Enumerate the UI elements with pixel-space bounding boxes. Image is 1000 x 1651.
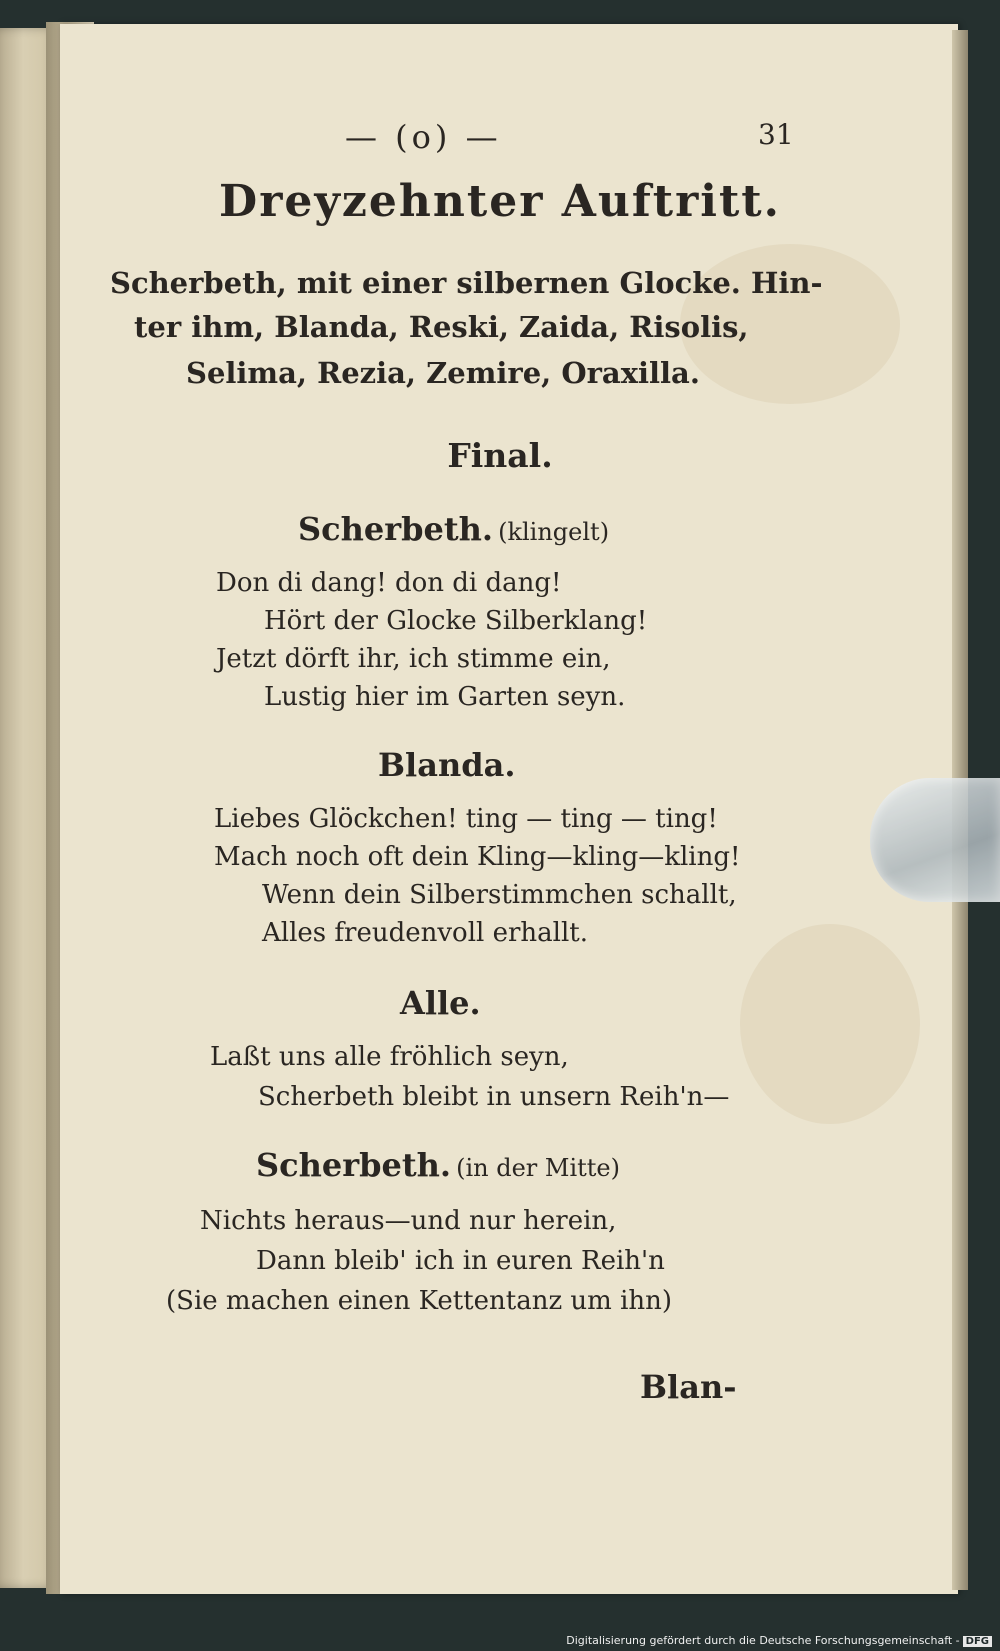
speaker-heading: [256, 1146, 620, 1184]
verse-line: Dann bleib' ich in euren Reih'n: [256, 1246, 665, 1276]
verse-line: (Sie machen einen Kettentanz um ihn): [166, 1286, 673, 1316]
stage-direction: (in der Mitte): [456, 1154, 620, 1182]
stage-direction: (klingelt): [498, 518, 610, 546]
verse-line: Don di dang! don di dang!: [216, 568, 562, 598]
page-clip: [870, 778, 1000, 902]
verse-line: Lustig hier im Garten seyn.: [264, 682, 626, 712]
verse-line: Nichts heraus—und nur herein,: [200, 1206, 617, 1236]
page-stain: [740, 924, 920, 1124]
verse-line: Liebes Glöckchen! ting — ting — ting!: [214, 804, 718, 834]
speaker-name: Alle.: [400, 984, 481, 1022]
verse-line: Jetzt dörft ihr, ich stimme ein,: [216, 644, 611, 674]
footer-text: Digitalisierung gefördert durch die Deutsche Forschungsgemeinschaft -: [566, 1634, 960, 1647]
verse-line: Mach noch oft dein Kling—kling—kling!: [214, 842, 741, 872]
cast-line: ter ihm, Blanda, Reski, Zaida, Risolis,: [134, 310, 749, 344]
verse-line: Hört der Glocke Silberklang!: [264, 606, 648, 636]
cast-line: Selima, Rezia, Zemire, Oraxilla.: [186, 356, 700, 390]
footer-credit: [566, 1634, 992, 1647]
catchword: Blan-: [640, 1368, 737, 1406]
section-heading: Final.: [447, 436, 553, 475]
header-ornament: — (o) —: [345, 118, 502, 156]
cast-line: Scherbeth, mit einer silbernen Glocke. Hin-: [110, 266, 823, 300]
verse-line: Scherbeth bleibt in unsern Reih'n—: [258, 1082, 730, 1112]
speaker-name: Scherbeth.: [256, 1146, 451, 1184]
speaker-name: Scherbeth.: [298, 510, 493, 548]
dfg-logo: DFG: [963, 1636, 992, 1647]
speaker-name: Blanda.: [378, 746, 516, 784]
verse-line: Alles freudenvoll erhallt.: [262, 918, 589, 948]
scene-title: Dreyzehnter Auftritt.: [219, 176, 781, 227]
speaker-heading: [298, 510, 609, 548]
verse-line: Wenn dein Silberstimmchen schallt,: [262, 880, 737, 910]
page-number: 31: [758, 118, 794, 151]
verse-line: Laßt uns alle fröhlich seyn,: [210, 1042, 569, 1072]
